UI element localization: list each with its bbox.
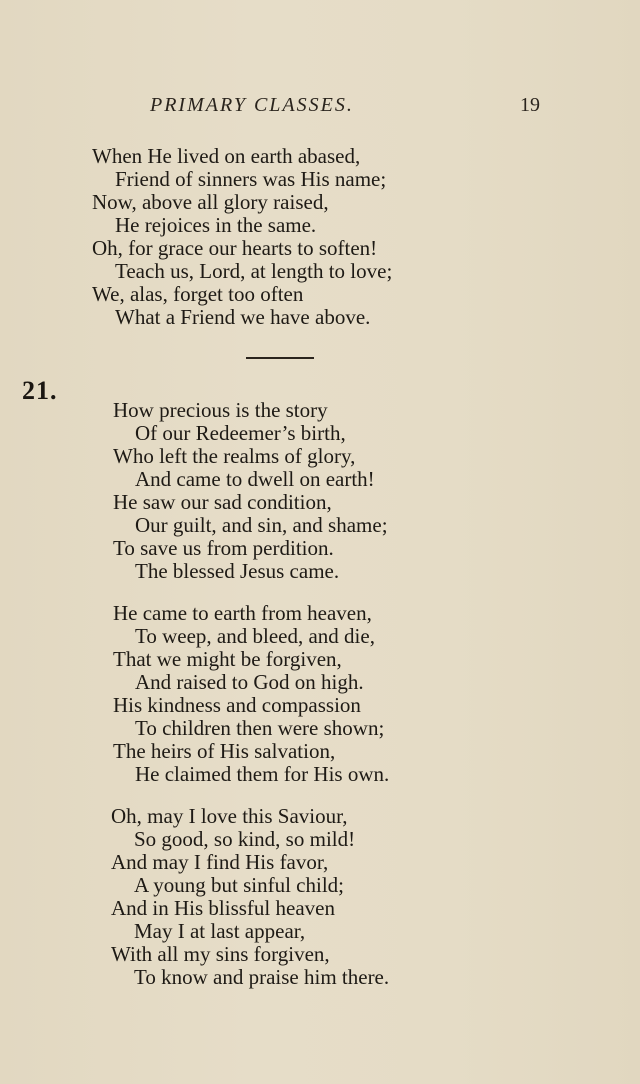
verse-line: Oh, for grace our hearts to soften! xyxy=(92,236,378,260)
verse-line: We, alas, forget too often xyxy=(92,282,304,306)
verse-line: May I at last appear, xyxy=(134,919,306,943)
verse-line: Oh, may I love this Saviour, xyxy=(111,804,348,828)
verse-line: He rejoices in the same. xyxy=(115,213,317,237)
verse-line: Our guilt, and sin, and shame; xyxy=(135,513,388,537)
verse-line: To children then were shown; xyxy=(135,716,385,740)
verse-line: And may I find His favor, xyxy=(111,850,329,874)
verse-line: With all my sins forgiven, xyxy=(111,942,330,966)
verse-line: And in His blissful heaven xyxy=(111,896,335,920)
verse-line: And came to dwell on earth! xyxy=(135,467,375,491)
verse-line: And raised to God on high. xyxy=(135,670,364,694)
verse-line: To weep, and bleed, and die, xyxy=(135,624,375,648)
verse-line: The blessed Jesus came. xyxy=(135,559,340,583)
running-head: PRIMARY CLASSES. xyxy=(150,94,354,116)
hymn-number: 21. xyxy=(22,376,58,405)
verse-line: So good, so kind, so mild! xyxy=(134,827,356,851)
verse-line: Now, above all glory raised, xyxy=(92,190,329,214)
verse-line: The heirs of His salvation, xyxy=(113,739,336,763)
verse-line: He came to earth from heaven, xyxy=(113,601,372,625)
verse-line: To save us from perdition. xyxy=(113,536,334,560)
verse-line: A young but sinful child; xyxy=(134,873,344,897)
verse-line: How precious is the story xyxy=(113,398,328,422)
verse-line: Of our Redeemer’s birth, xyxy=(135,421,346,445)
page-number: 19 xyxy=(520,94,540,116)
verse-line: Who left the realms of glory, xyxy=(113,444,356,468)
verse-line: To know and praise him there. xyxy=(134,965,390,989)
verse-line: He saw our sad condition, xyxy=(113,490,332,514)
verse-line: That we might be forgiven, xyxy=(113,647,342,671)
verse-line: Friend of sinners was His name; xyxy=(115,167,387,191)
verse-line: Teach us, Lord, at length to love; xyxy=(115,259,393,283)
verse-line: What a Friend we have above. xyxy=(115,305,371,329)
verse-line: His kindness and compassion xyxy=(113,693,361,717)
section-divider xyxy=(246,357,314,359)
verse-line: He claimed them for His own. xyxy=(135,762,390,786)
verse-line: When He lived on earth abased, xyxy=(92,144,361,168)
